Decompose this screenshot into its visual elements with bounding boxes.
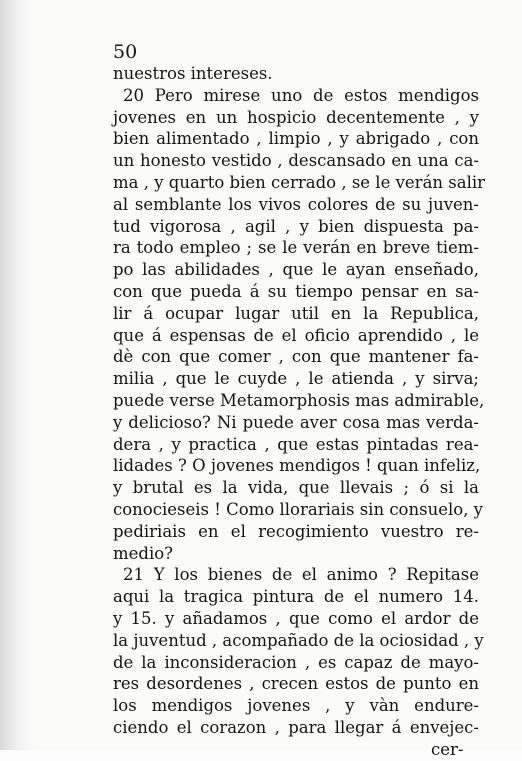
text-line: de la inconsideracion , es capaz de mayo- [113,652,479,672]
text-line: aqui la tragica pintura de el numero 14. [113,587,479,607]
text-line: lir á ocupar lugar util en la Republica, [113,303,479,323]
text-line: ciendo el corazon , para llegar á envejec- [113,718,479,737]
text-line: medio? [113,543,174,563]
text-line: jovenes en un hospicio decentemente , y [113,107,479,127]
text-line: ma , y quarto bien cerrado , se le verán salir [113,173,486,192]
text-line: pediriais en el recogimiento vuestro re- [113,521,479,541]
text-line: y delicioso? Ni puede aver cosa mas verda- [113,412,479,432]
text-line: y brutal es la vida, que llevais ; ó si la [113,478,479,498]
text-line: dè con que comer , con que mantener fa- [113,347,479,367]
text-line: 20 Pero mirese uno de estos mendigos [123,85,479,105]
text-line: res desordenes , crecen estos de punto en [113,674,479,694]
text-line: al semblante los vivos colores de su juven- [113,194,479,214]
text-line: dera , y practica , que estas pintadas rea- [113,434,479,454]
text-line: y 15. y añadamos , que como el ardor de [113,609,479,628]
text-line: nuestros intereses. [113,64,273,83]
binding-shadow [0,0,34,750]
text-line: lidades ? O jovenes mendigos ! quan infeliz, [113,456,481,476]
text-line: los mendigos jovenes , y vàn endure- [113,696,479,716]
text-line: con que pueda á su tiempo pensar en sa- [113,282,479,301]
text-line: conocieseis ! Como llorariais sin consuelo, y [113,500,484,519]
text-line: bien alimentado , limpio , y abrigado , con [113,129,479,149]
text-line: puede verse Metamorphosis mas admirable, [113,391,485,410]
text-line: 21 Y los bienes de el animo ? Repitase [123,565,479,585]
text-line: un honesto vestido , descansado en una ca- [113,151,479,171]
text-line: po las abilidades , que le ayan enseñado, [113,260,479,280]
text-line: la juventud , acompañado de la ociosidad , y [113,630,484,650]
text-line: milia , que le cuyde , le atienda , y sirva; [113,369,479,389]
catchword: cer- [431,739,464,759]
page-number: 50 [113,41,138,63]
text-line: ra todo empleo ; se le verán en breve tiem- [113,238,479,258]
text-line: tud vigorosa , agil , y bien dispuesta pa- [113,216,479,236]
text-line: que á espensas de el oficio aprendido , le [113,325,479,345]
